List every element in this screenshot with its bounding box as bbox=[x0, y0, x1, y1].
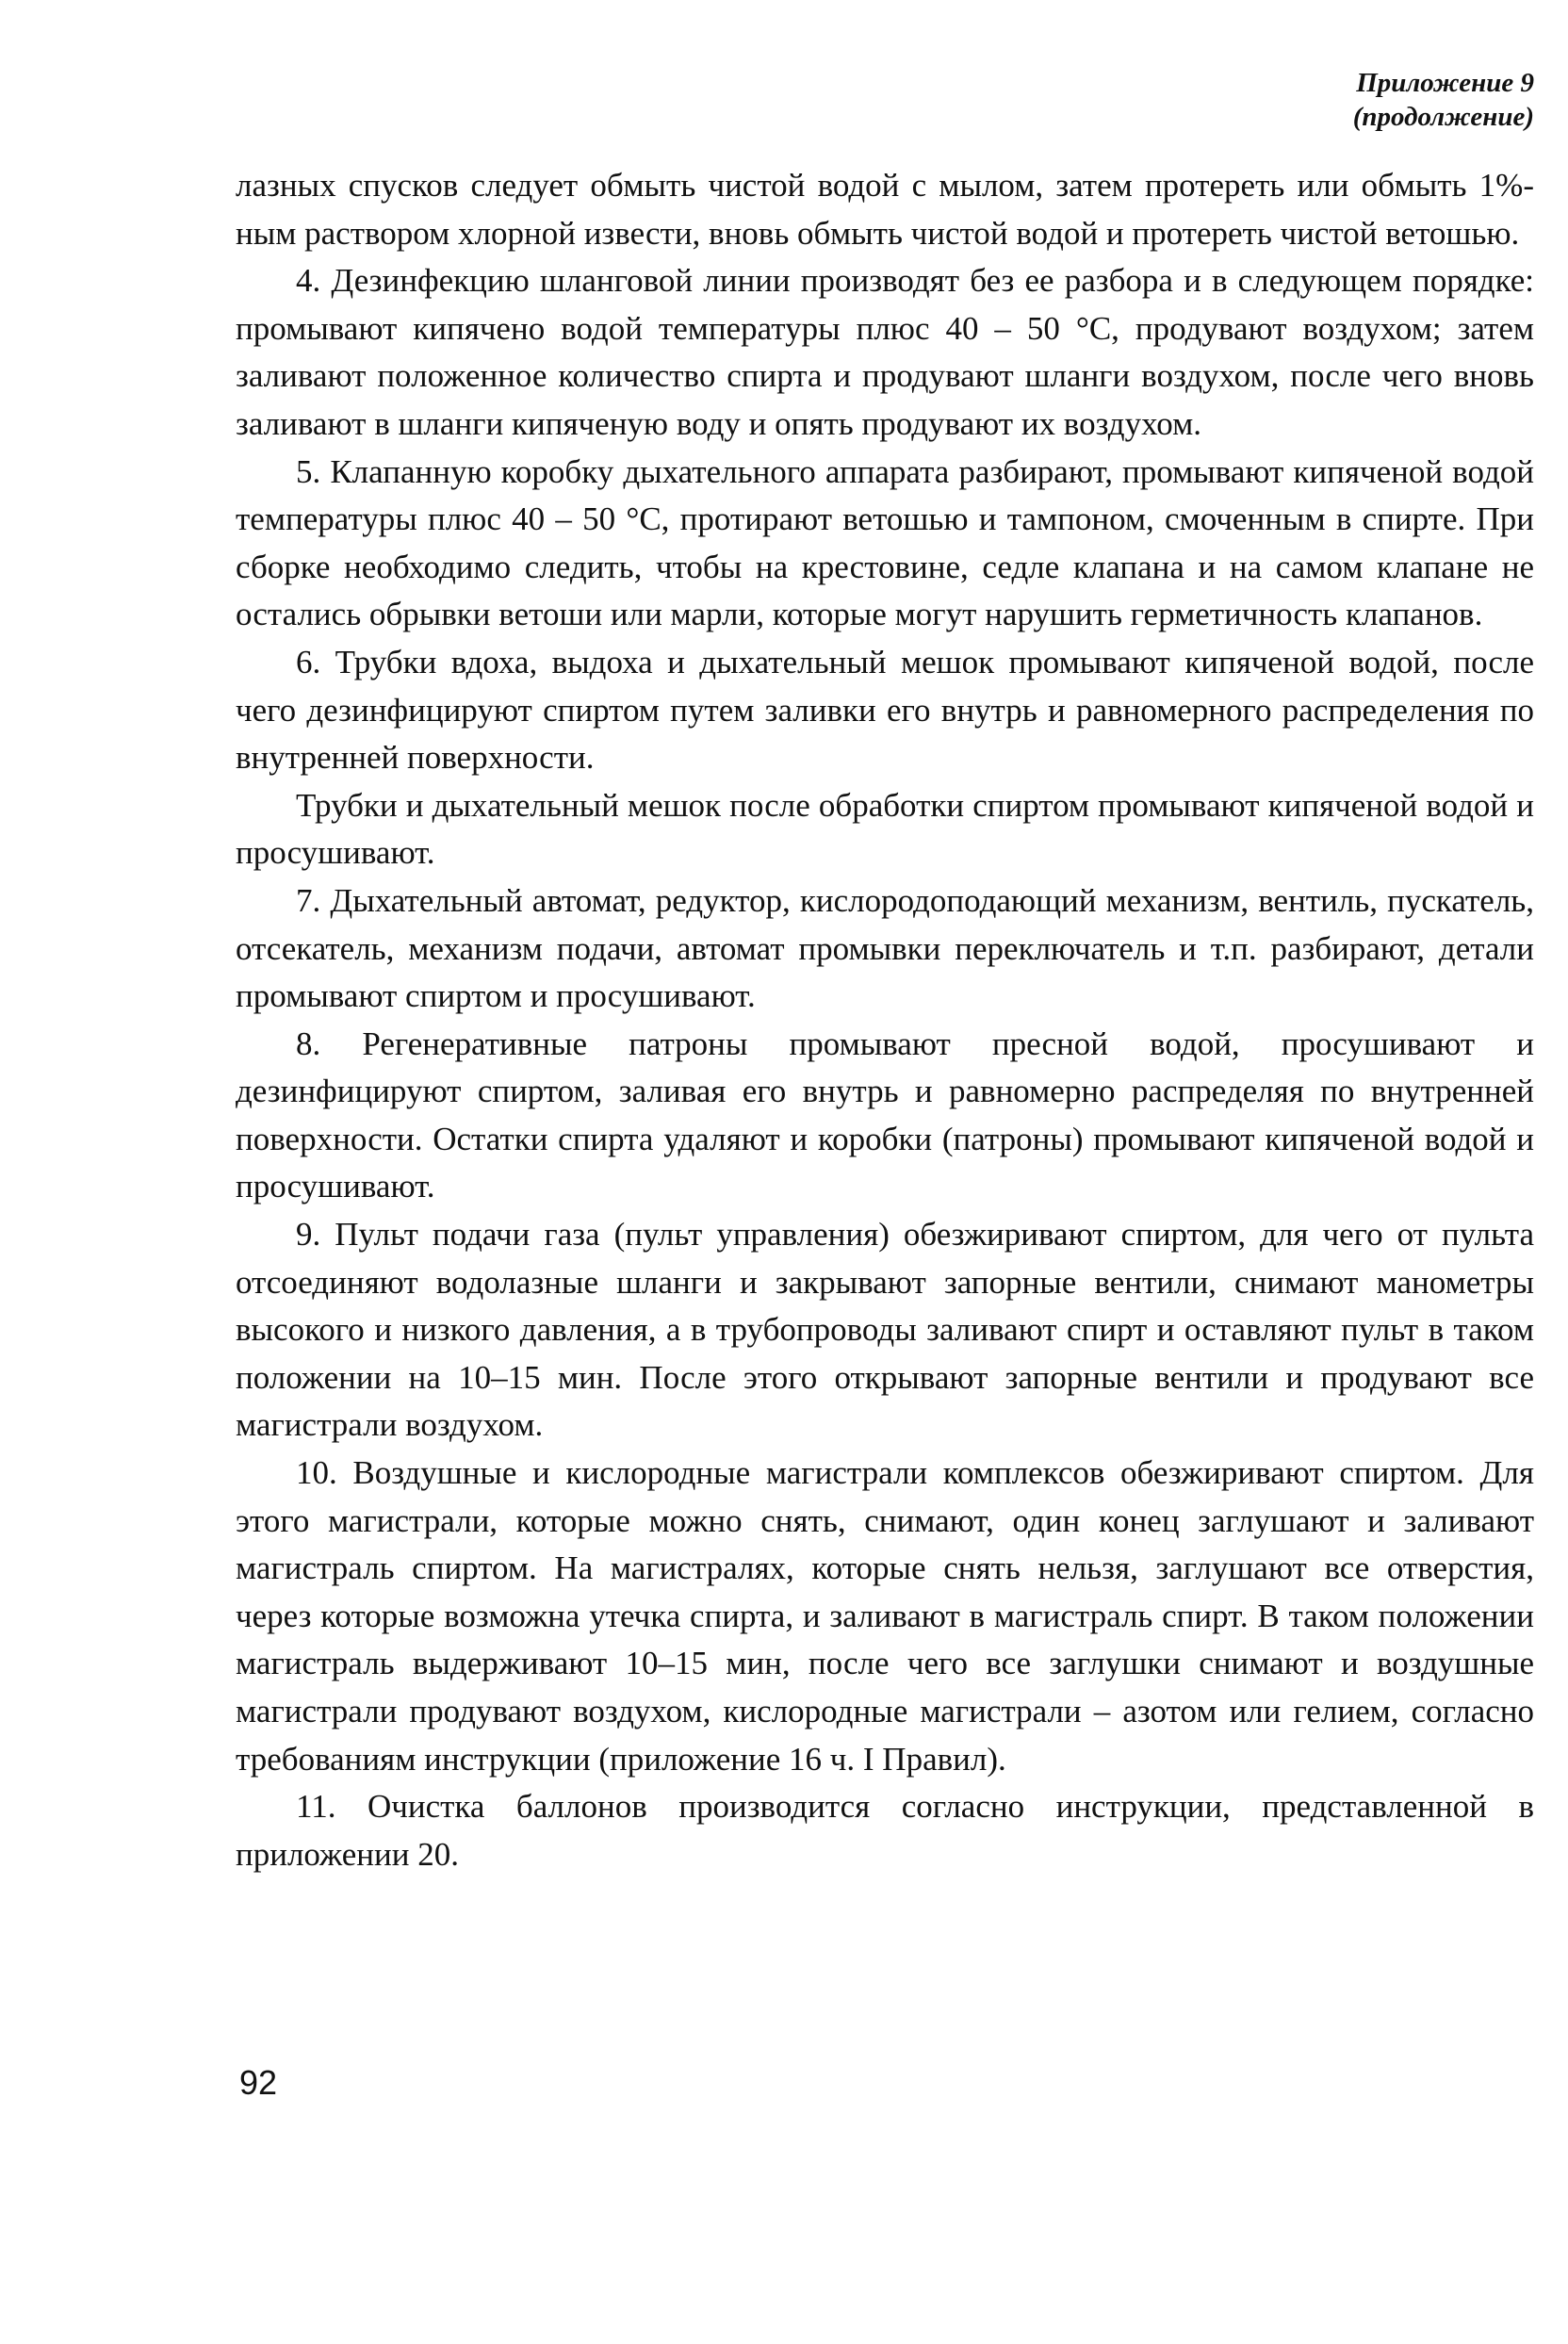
paragraph-item-6: 6. Трубки вдоха, выдоха и дыхательный мешок промывают кипяченой водой, после чего дезинфицируют спиртом путем заливки его внутрь и равномерного распределения по внутренней поверхности. bbox=[236, 643, 1534, 777]
paragraph-item-11: 11. Очистка баллонов производится согласно инструкции, представленной в приложении 20. bbox=[236, 1788, 1534, 1873]
paragraph-item-9: 9. Пульт подачи газа (пульт управления) обезжиривают спиртом, для чего от пульта отсоединяют водолазные шланги и закрывают запорные вентили, снимают манометры высокого и низкого давления, а в трубопроводы заливают спирт и оставляют пульт в таком положении на 10–15 мин. После этого открывают запорные вентили и продувают все магистрали воздухом. bbox=[236, 1216, 1534, 1444]
paragraph-continuation: лазных спусков следует обмыть чистой водой с мылом, затем протереть или обмыть 1%-ным раствором хлорной извести, вновь обмыть чистой водой и протереть чистой ветошью. bbox=[236, 167, 1534, 252]
paragraph-item-10: 10. Воздушные и кислородные магистрали комплексов обезжиривают спиртом. Для этого магистрали, которые можно снять, снимают, один конец заглушают и заливают магистраль спиртом. На магистралях, которые снять нельзя, заглушают все отверстия, через которые возможна утечка спирта, и заливают в магистраль спирт. В таком положении магистраль выдерживают 10–15 мин, после чего все заглушки снимают и воздушные магистрали продувают воздухом, кислородные магистрали – азотом или гелием, согласно требованиям инструкции (приложение 16 ч. I Правил). bbox=[236, 1454, 1534, 1778]
body-text bbox=[236, 162, 1534, 1878]
paragraph-item-8: 8. Регенеративные патроны промывают пресной водой, просушивают и дезинфицируют спиртом, заливая его внутрь и равномерно распределяя по внутренней поверхности. Остатки спирта удаляют и коробки (патроны) промывают кипяченой водой и просушивают. bbox=[236, 1024, 1534, 1205]
paragraph-item-7: 7. Дыхательный автомат, редуктор, кислородоподающий механизм, вентиль, пускатель, отсекатель, механизм подачи, автомат промывки переключатель и т.п. разбирают, детали промывают спиртом и просушивают. bbox=[236, 881, 1534, 1015]
paragraph-tubes-note: Трубки и дыхательный мешок после обработки спиртом промывают кипяченой водой и просушивают. bbox=[236, 786, 1534, 872]
appendix-title: Приложение 9 bbox=[1356, 68, 1534, 98]
page-number: 92 bbox=[239, 2063, 278, 2102]
appendix-header bbox=[1353, 66, 1534, 134]
appendix-continuation: (продолжение) bbox=[1352, 102, 1534, 132]
paragraph-item-5: 5. Клапанную коробку дыхательного аппарата разбирают, промывают кипяченой водой температуры плюс 40 – 50 °С, протирают ветошью и тампоном, смоченным в спирте. При сборке необходимо следить, чтобы на крестовине, седле клапана и на самом клапане не остались обрывки ветоши или марли, которые могут нарушить герметичность клапанов. bbox=[236, 452, 1534, 633]
paragraph-item-4: 4. Дезинфекцию шланговой линии производят без ее разбора и в следующем порядке: промывают кипячено водой температуры плюс 40 – 50 °С, продувают воздухом; затем заливают положенное количество спирта и продувают шланги воздухом, после чего вновь заливают в шланги кипяченую воду и опять продувают их воздухом. bbox=[236, 262, 1534, 442]
